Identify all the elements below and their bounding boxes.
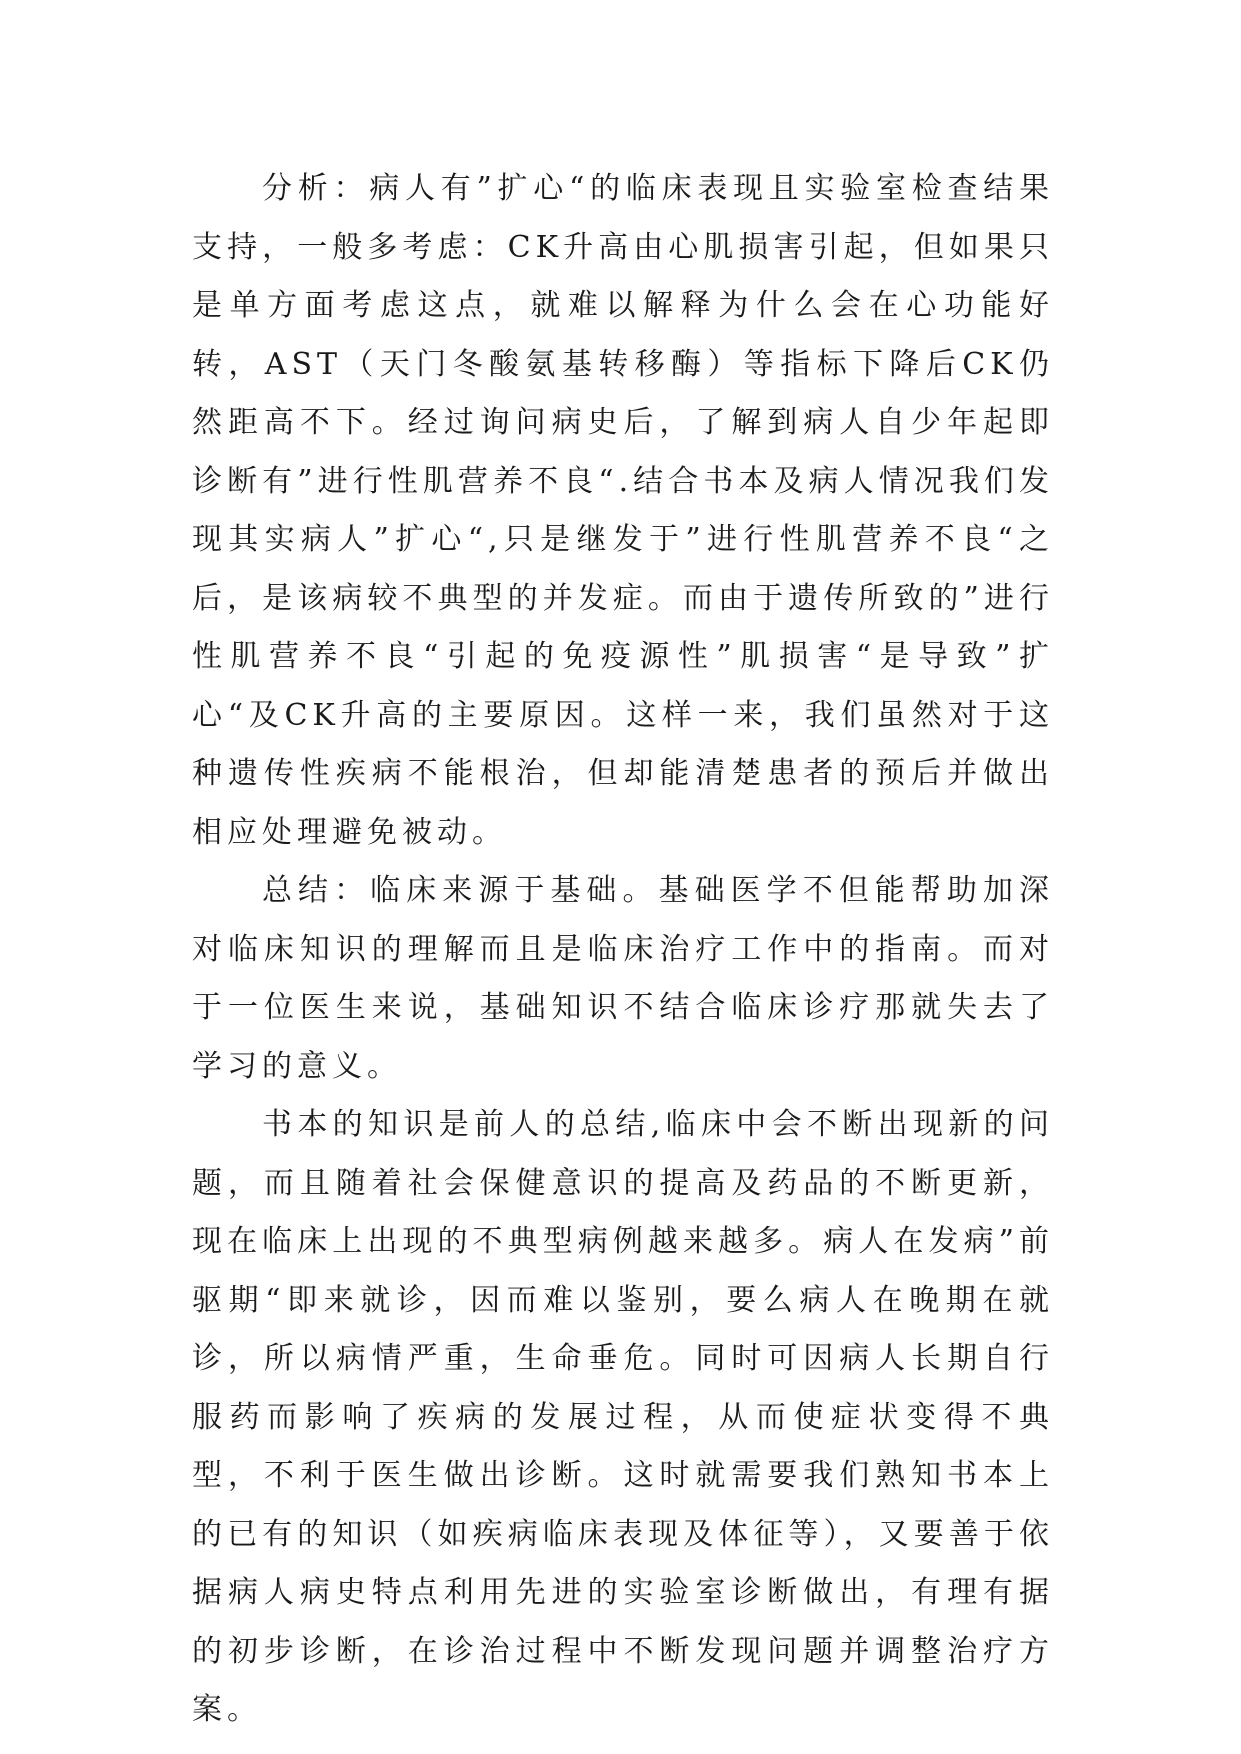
document-body <box>192 160 1054 1740</box>
paragraph-book-knowledge: 书本的知识是前人的总结,临床中会不断出现新的问题，而且随着社会保健意识的提高及药品的不断更新，现在临床上出现的不典型病例越来越多。病人在发病”前驱期“即来就诊，因而难以鉴别，要么病人在晚期在就诊，所以病情严重，生命垂危。同时可因病人长期自行服药而影响了疾病的发展过程，从而使症状变得不典型，不利于医生做出诊断。这时就需要我们熟知书本上的已有的知识（如疾病临床表现及体征等），又要善于依据病人病史特点利用先进的实验室诊断做出，有理有据的初步诊断，在诊治过程中不断发现问题并调整治疗方案。 <box>192 1107 1054 1727</box>
paragraph-analysis: 分析：病人有”扩心“的临床表现且实验室检查结果支持，一般多考虑：CK升高由心肌损害引起，但如果只是单方面考虑这点，就难以解释为什么会在心功能好转，AST（天门冬酸氨基转移酶）等指标下降后CK仍然距高不下。经过询问病史后，了解到病人自少年起即诊断有”进行性肌营养不良“.结合书本及病人情况我们发现其实病人”扩心“,只是继发于”进行性肌营养不良“之后，是该病较不典型的并发症。而由于遗传所致的”进行性肌营养不良“引起的免疫源性”肌损害“是导致”扩心“及CK升高的主要原因。这样一来，我们虽然对于这种遗传性疾病不能根治，但却能清楚患者的预后并做出相应处理避免被动。 <box>192 171 1054 850</box>
paragraph-summary: 总结：临床来源于基础。基础医学不但能帮助加深对临床知识的理解而且是临床治疗工作中的指南。而对于一位医生来说，基础知识不结合临床诊疗那就失去了学习的意义。 <box>192 873 1054 1084</box>
